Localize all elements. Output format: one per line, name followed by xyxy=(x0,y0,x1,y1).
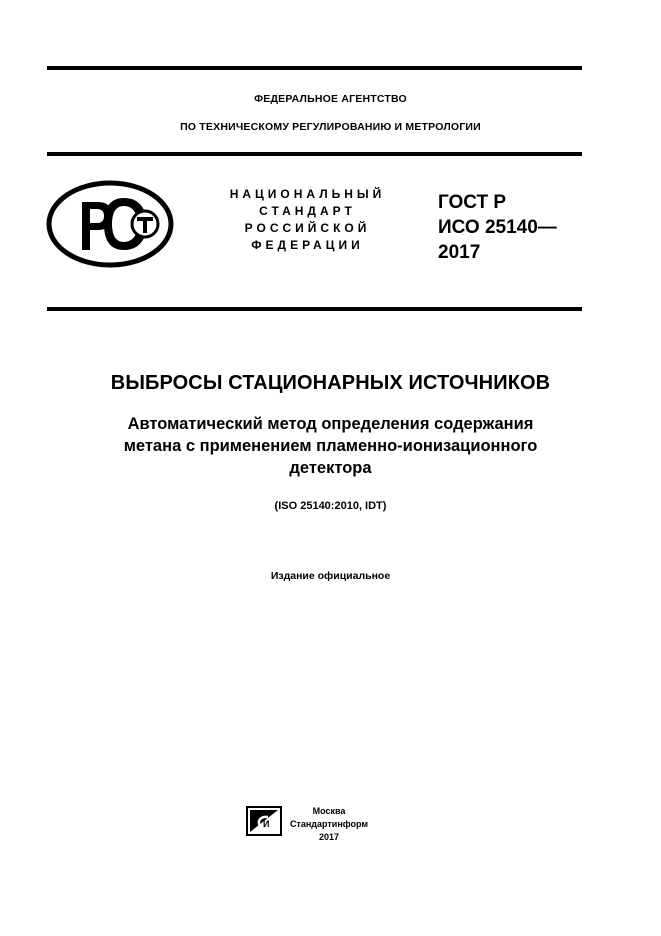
document-title: ВЫБРОСЫ СТАЦИОНАРНЫХ ИСТОЧНИКОВ xyxy=(110,372,551,394)
standard-code-line-2: ИСО 25140— xyxy=(438,217,557,238)
standartinform-logo-icon xyxy=(246,806,282,836)
standard-line-1: НАЦИОНАЛЬНЫЙ xyxy=(229,187,386,201)
subtitle-line-1: Автоматический метод определения содержания xyxy=(127,415,534,433)
agency-line-2: ПО ТЕХНИЧЕСКОМУ РЕГУЛИРОВАНИЮ И МЕТРОЛОГИИ xyxy=(180,121,481,133)
standard-line-4: ФЕДЕРАЦИИ xyxy=(251,238,364,252)
standard-code xyxy=(438,190,557,265)
svg-text:И: И xyxy=(263,819,270,829)
publisher-city: Москва xyxy=(312,806,346,816)
document-subtitle xyxy=(0,413,661,479)
standard-line-3: РОССИЙСКОЙ xyxy=(244,221,371,235)
edition-label: Издание официальное xyxy=(270,570,391,582)
subtitle-line-3: детектора xyxy=(289,459,372,477)
standard-code-line-1: ГОСТ Р xyxy=(438,192,507,213)
section-rule xyxy=(47,307,582,311)
agency-line-1: ФЕДЕРАЛЬНОЕ АГЕНТСТВО xyxy=(254,93,407,105)
publisher-year: 2017 xyxy=(318,832,340,842)
header-rule xyxy=(47,152,582,156)
publisher-name: Стандартинформ xyxy=(289,819,369,829)
subtitle-line-2: метана с применением пламенно-ионизационного xyxy=(123,437,538,455)
iso-reference: (ISO 25140:2010, IDT) xyxy=(274,500,387,512)
rst-certification-logo-icon xyxy=(46,180,174,268)
national-standard-label xyxy=(205,186,410,254)
standard-line-2: СТАНДАРТ xyxy=(259,204,356,218)
standard-code-line-3: 2017 xyxy=(438,242,481,263)
top-rule xyxy=(47,66,582,70)
publisher-info xyxy=(289,805,369,844)
